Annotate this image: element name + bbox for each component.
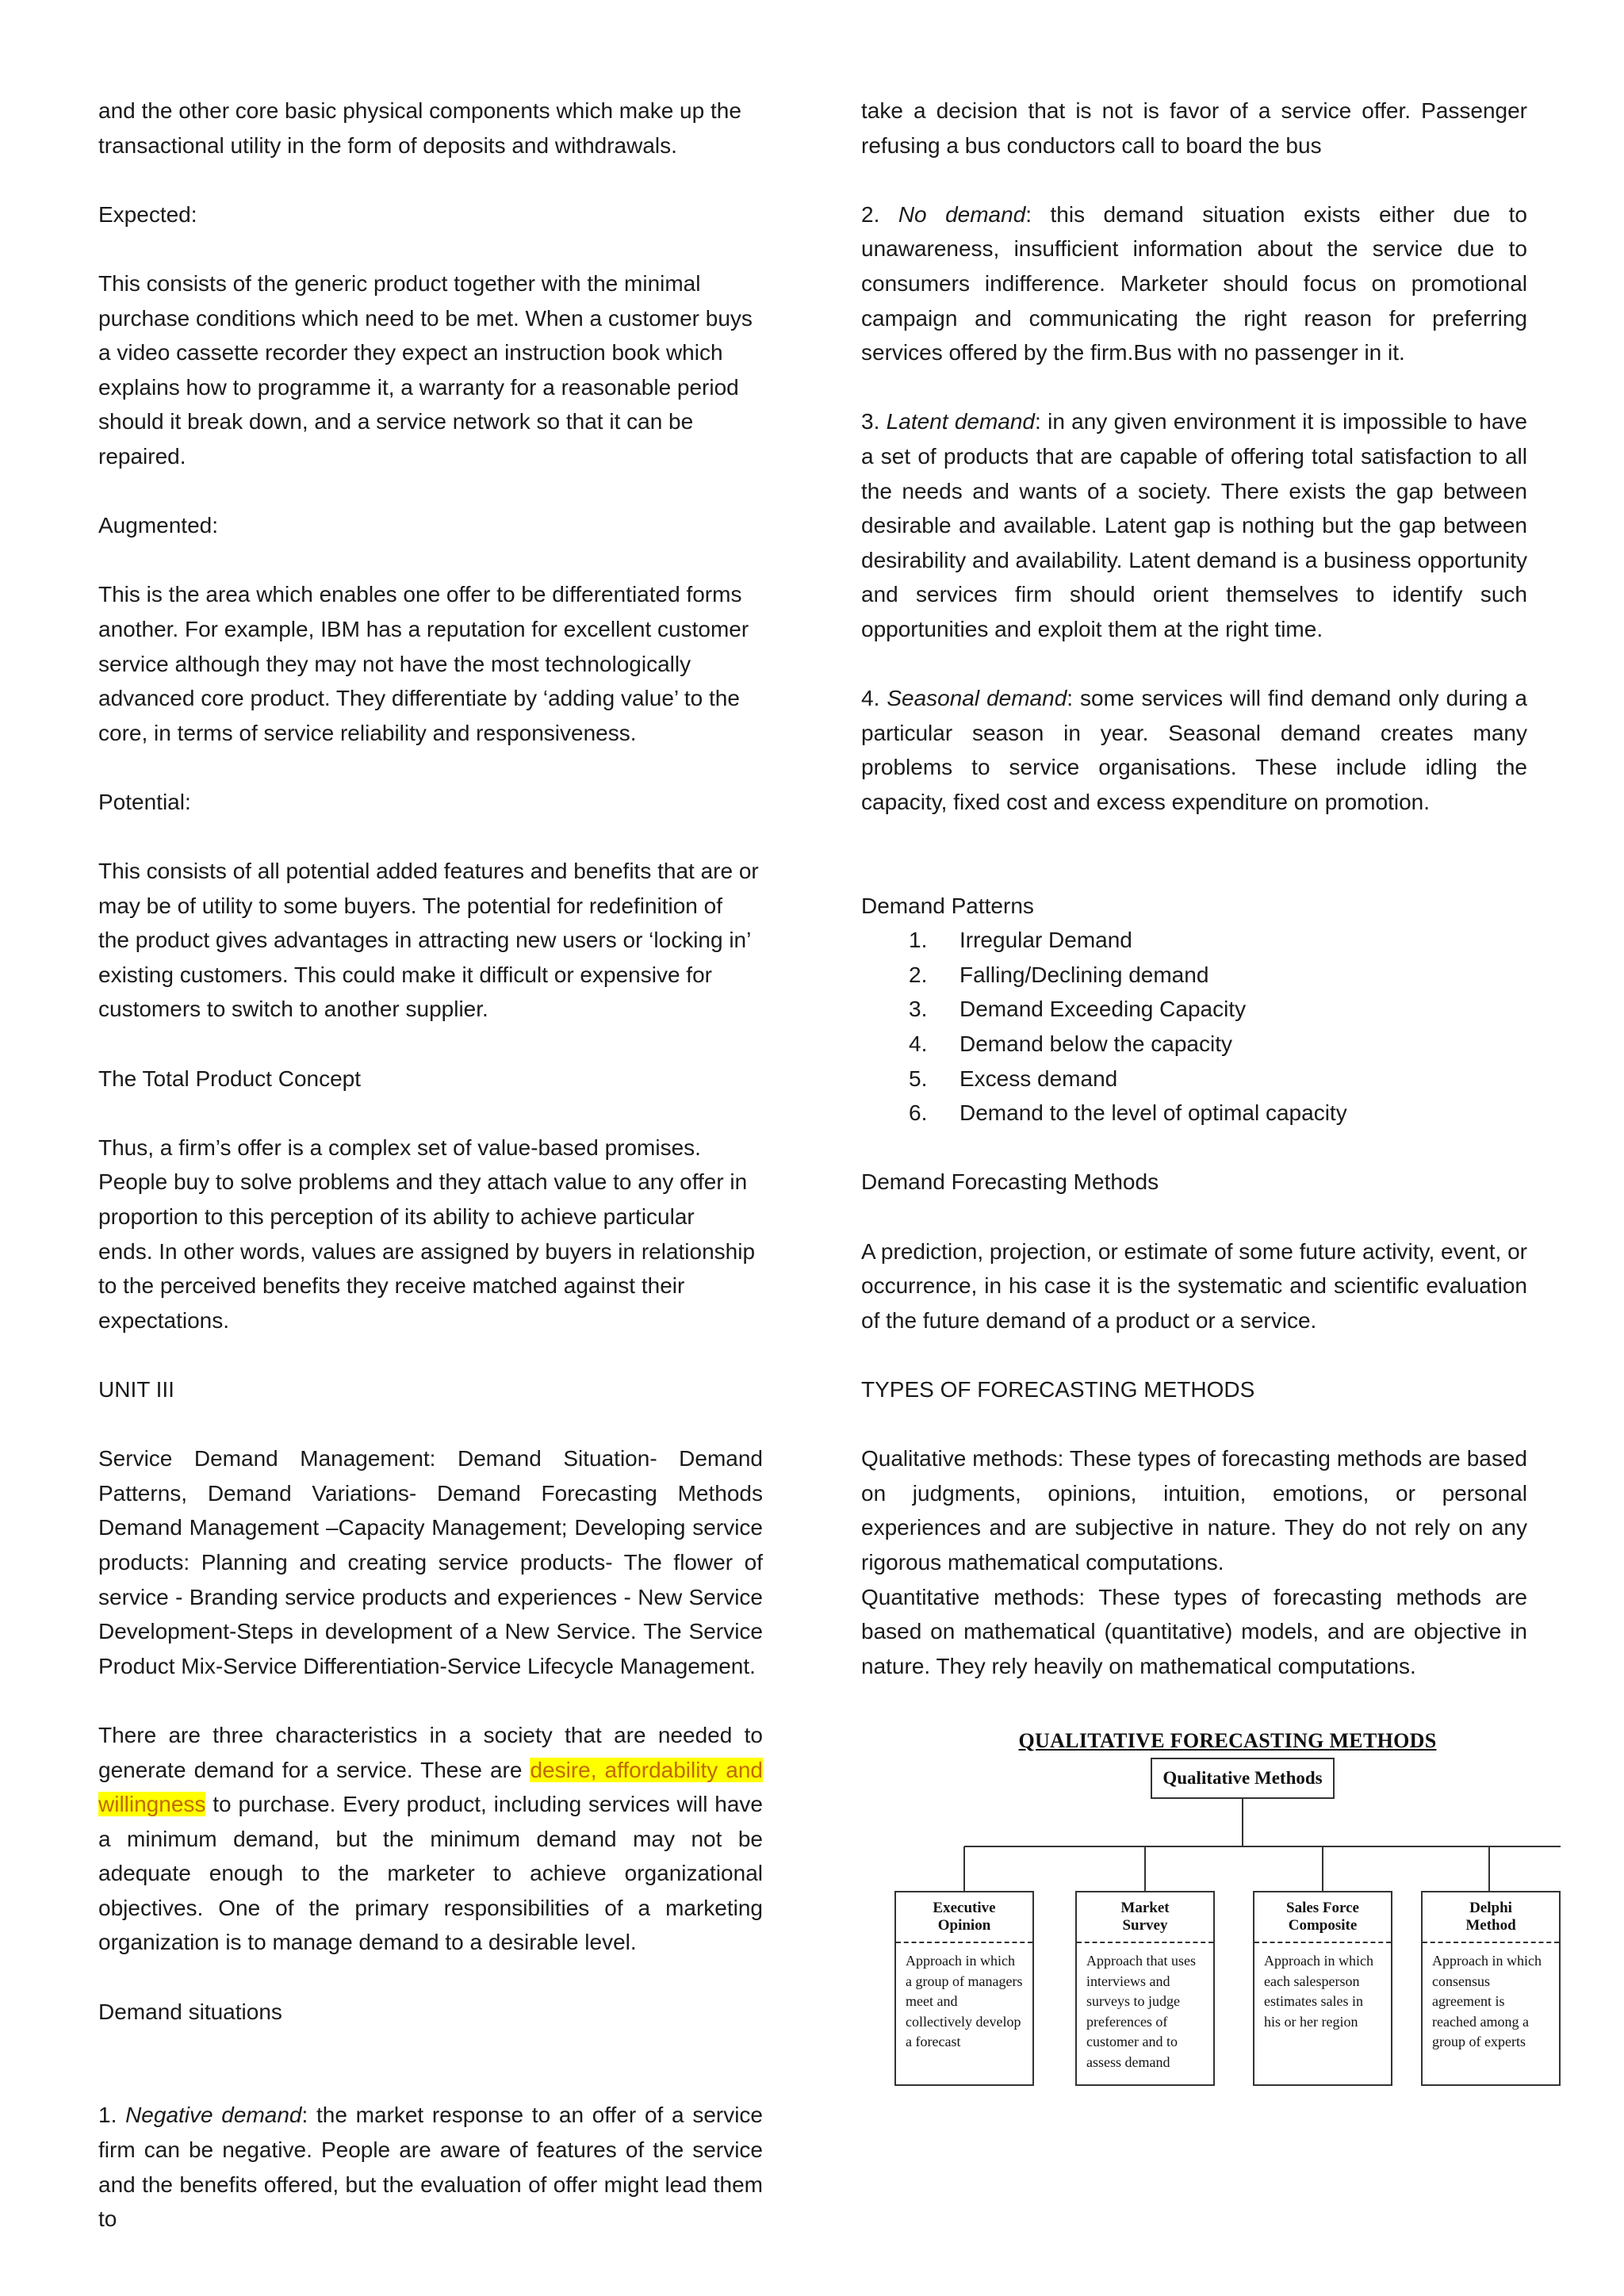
potential-line: This consists of all potential added features and benefits that are or xyxy=(98,859,759,884)
method-card-market-survey xyxy=(1075,1891,1215,2086)
augmented-line: another. For example, IBM has a reputation for excellent customer xyxy=(98,616,749,641)
forecasting-heading: Demand Forecasting Methods xyxy=(861,1169,1159,1195)
expected-line: This consists of the generic product together with the minimal xyxy=(98,270,701,296)
method-description: Approach that uses interviews and surveys to judge preferences of customer and to assess demand xyxy=(1086,1953,1196,2070)
potential-line: existing customers. This could make it difficult or expensive for xyxy=(98,962,712,987)
list-item-text: Falling/Declining demand xyxy=(959,962,1209,987)
expected-line: repaired. xyxy=(98,443,186,469)
total-product-line: expectations. xyxy=(98,1307,229,1333)
highlighted-text: desire, affordability and willingness xyxy=(98,1757,763,1817)
qualitative-methods-diagram xyxy=(894,1724,1561,2097)
method-title: Executive Opinion xyxy=(896,1892,1032,1943)
seasonal-demand-paragraph: 4. Seasonal demand: some services will find demand only during a particular season in year. Seasonal demand creates many problems to service organisations. These include idling the capacity, fixed cost and excess expenditure on promotion. xyxy=(861,686,1527,814)
negative-demand-paragraph: 1. Negative demand: the market response to an offer of a service firm can be negative. People are aware of features of the service and the benefits offered, but the evaluation of offer might lead them to xyxy=(98,2103,764,2232)
list-item-number: 2. xyxy=(909,962,928,987)
list-item-text: Demand Exceeding Capacity xyxy=(959,997,1247,1022)
qualitative-paragraph: Qualitative methods: These types of forecasting methods are based on judgments, opinions, intuition, emotions, or personal experiences and are subjective in nature. They do not rely on any rigorous mathematical computations. xyxy=(861,1446,1527,1575)
expected-heading: Expected: xyxy=(98,201,197,227)
unit-heading: UNIT III xyxy=(98,1376,174,1402)
total-product-line: proportion to this perception of its ability to achieve particular xyxy=(98,1204,695,1229)
seasonal-demand-label: Seasonal demand xyxy=(887,686,1067,711)
total-product-heading: The Total Product Concept xyxy=(98,1066,362,1091)
negative-demand-text: : the market response to an offer of a service firm can be negative. People are aware of features of the service and the benefits offered, but the evaluation of offer might lead them to xyxy=(98,2103,764,2232)
list-item xyxy=(861,1062,1527,1096)
total-product-line: to the perceived benefits they receive matched against their xyxy=(98,1273,685,1299)
method-title: Delphi Method xyxy=(1423,1892,1559,1943)
intro-line-1: and the other core basic physical components which make up the xyxy=(98,98,741,123)
quantitative-paragraph: Quantitative methods: These types of forecasting methods are based on mathematical (quantitative) models, and are objective in nature. They rely heavily on mathematical computations. xyxy=(861,1584,1527,1678)
total-product-line: ends. In other words, values are assigned by buyers in relationship xyxy=(98,1238,756,1264)
method-title: Market Survey xyxy=(1077,1892,1213,1943)
latent-demand-paragraph: 3. Latent demand: in any given environment it is impossible to have a set of products that are capable of offering total satisfaction to all the needs and wants of a society. There exists the gap between desirable and available. Latent gap is nothing but the gap between desirability and availability. Latent demand is a business opportunity and services firm should orient themselves to identify such opportunities and exploit them at the right time. xyxy=(861,409,1528,641)
right-column xyxy=(861,94,1527,1683)
method-card-executive-opinion xyxy=(894,1891,1034,2086)
demand-paragraph-end: to purchase. Every product, including services will have a minimum demand, but the minimum demand may not be adequate enough to the marketer to achieve organizational objectives. One of the primary responsibilities of a marketing organization is to manage demand to a desirable level. xyxy=(98,1792,763,1955)
list-item-number: 3. xyxy=(909,997,928,1022)
expected-line: purchase conditions which need to be met. When a customer buys xyxy=(98,305,753,331)
demand-paragraph-start: There are three characteristics in a society that are needed to generate demand for a service. These are xyxy=(98,1722,763,1782)
method-description: Approach in which each salesperson estimates sales in his or her region xyxy=(1264,1953,1373,2030)
potential-line: may be of utility to some buyers. The potential for redefinition of xyxy=(98,893,723,918)
list-item-number: 1. xyxy=(909,928,928,953)
list-item xyxy=(861,958,1527,993)
no-demand-text: : this demand situation exists either due to unawareness, insufficient information about the service due to consumers indifference. Marketer should focus on promotional campaign and communicating the right reason for preferring services offered by the firm.Bus with no passenger in it. xyxy=(861,201,1528,365)
augmented-line: service although they may not have the most technologically xyxy=(98,651,691,676)
unit-summary: Service Demand Management: Demand Situation- Demand Patterns, Demand Variations- Demand Forecasting Methods Demand Management –Capacity Management; Developing service products: Planning and creating service products- The flower of service - Branding service products and experiences - New Service Development-Steps in development of a New Service. The Service Product Mix-Service Differentiation-Service Lifecycle Management. xyxy=(98,1446,763,1678)
method-title: Sales Force Composite xyxy=(1254,1892,1391,1943)
no-demand-number: 2. xyxy=(861,201,880,227)
total-product-line: Thus, a firm’s offer is a complex set of value-based promises. xyxy=(98,1135,701,1160)
types-heading: TYPES OF FORECASTING METHODS xyxy=(861,1376,1255,1402)
expected-line: should it break down, and a service network so that it can be xyxy=(98,409,694,434)
method-description: Approach in which a group of managers meet and collectively develop a forecast xyxy=(906,1953,1023,2049)
root-node: Qualitative Methods xyxy=(1151,1758,1335,1799)
expected-line: explains how to programme it, a warranty for a reasonable period xyxy=(98,374,739,400)
augmented-line: This is the area which enables one offer to be differentiated forms xyxy=(98,582,742,607)
list-item-text: Demand below the capacity xyxy=(959,1031,1232,1057)
latent-demand-label: Latent demand xyxy=(886,409,1036,434)
demand-paragraph xyxy=(98,1718,763,1960)
list-item xyxy=(861,992,1527,1027)
list-item-number: 4. xyxy=(909,1031,928,1057)
list-item-text: Demand to the level of optimal capacity xyxy=(959,1100,1347,1126)
seasonal-demand-text: : some services will find demand only during a particular season in year. Seasonal demand creates many problems to service organisations. These include idling the capacity, fixed cost and excess expenditure on promotion. xyxy=(861,686,1527,814)
augmented-heading: Augmented: xyxy=(98,513,218,538)
list-item-number: 6. xyxy=(909,1100,928,1126)
intro-line-2: transactional utility in the form of deposits and withdrawals. xyxy=(98,132,677,158)
list-item-text: Excess demand xyxy=(959,1066,1118,1091)
augmented-line: advanced core product. They differentiate by ‘adding value’ to the xyxy=(98,686,740,711)
negative-demand-number: 1 xyxy=(98,2103,111,2128)
demand-patterns-list xyxy=(861,923,1527,1131)
diagram-title: QUALITATIVE FORECASTING METHODS xyxy=(1018,1729,1437,1752)
potential-line: customers to switch to another supplier. xyxy=(98,997,488,1022)
no-demand-paragraph xyxy=(861,197,1527,370)
total-product-line: People buy to solve problems and they attach value to any offer in xyxy=(98,1169,748,1195)
continued-paragraph: take a decision that is not is favor of a service offer. Passenger refusing a bus conductors call to board the bus xyxy=(861,98,1527,158)
no-demand-label: No demand xyxy=(898,201,1026,227)
expected-line: a video cassette recorder they expect an instruction book which xyxy=(98,340,723,365)
method-description: Approach in which consensus agreement is reached among a group of experts xyxy=(1432,1953,1542,2049)
method-card-delphi-method xyxy=(1421,1891,1561,2086)
list-item xyxy=(861,1096,1527,1131)
forecasting-paragraph: A prediction, projection, or estimate of some future activity, event, or occurrence, in his case it is the systematic and scientific evaluation of the future demand of a product or a service. xyxy=(861,1238,1527,1333)
method-card-sales-force-composite xyxy=(1253,1891,1392,2086)
list-item-number: 5. xyxy=(909,1066,928,1091)
left-column xyxy=(98,94,763,2237)
list-item-text: Irregular Demand xyxy=(959,928,1132,953)
list-item xyxy=(861,1027,1527,1062)
list-item xyxy=(861,923,1527,958)
demand-patterns-heading: Demand Patterns xyxy=(861,893,1034,918)
seasonal-demand-number: 4 xyxy=(861,686,874,711)
augmented-line: core, in terms of service reliability and responsiveness. xyxy=(98,720,637,745)
potential-line: the product gives advantages in attracting new users or ‘locking in’ xyxy=(98,928,752,953)
latent-demand-number: 3 xyxy=(861,409,874,434)
latent-demand-text: : in any given environment it is impossible to have a set of products that are capable of offering total satisfaction to all the needs and wants of a society. There exists the gap between desirable and available. Latent gap is nothing but the gap between desirability and availability. Latent demand is a business opportunity and services firm should orient themselves to identify such opportunities and exploit them at the right time. xyxy=(861,409,1528,641)
negative-demand-label: Negative demand xyxy=(125,2103,302,2128)
demand-situations-heading: Demand situations xyxy=(98,1999,282,2024)
potential-heading: Potential: xyxy=(98,789,191,814)
